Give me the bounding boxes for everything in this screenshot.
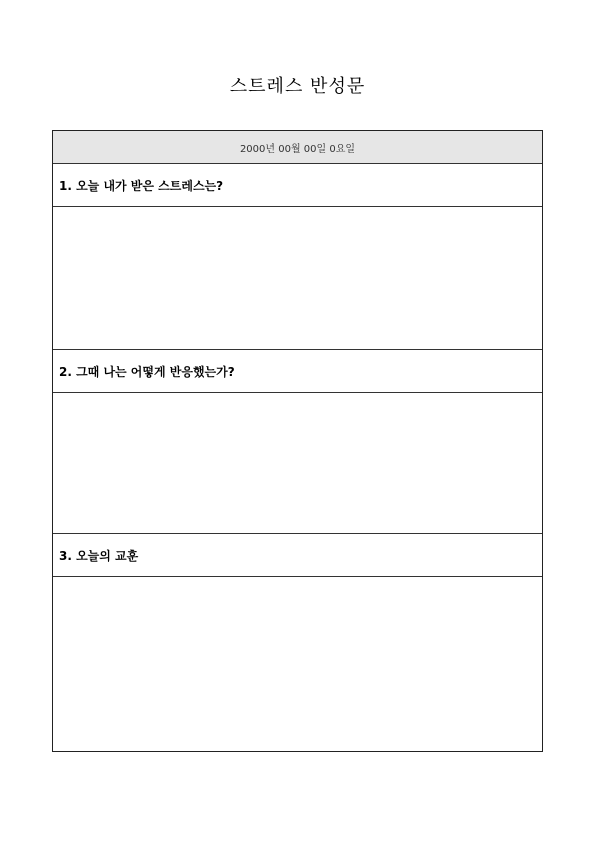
question-3-heading: 3. 오늘의 교훈 <box>53 534 542 577</box>
answer-2-area[interactable] <box>53 393 542 534</box>
answer-3-area[interactable] <box>53 577 542 751</box>
answer-1-area[interactable] <box>53 207 542 350</box>
reflection-form <box>52 130 543 752</box>
question-1-heading: 1. 오늘 내가 받은 스트레스는? <box>53 164 542 207</box>
page-title: 스트레스 반성문 <box>229 76 366 97</box>
date-line[interactable]: 2000년 00월 00일 0요일 <box>53 131 542 164</box>
question-2-heading: 2. 그때 나는 어떻게 반응했는가? <box>53 350 542 393</box>
